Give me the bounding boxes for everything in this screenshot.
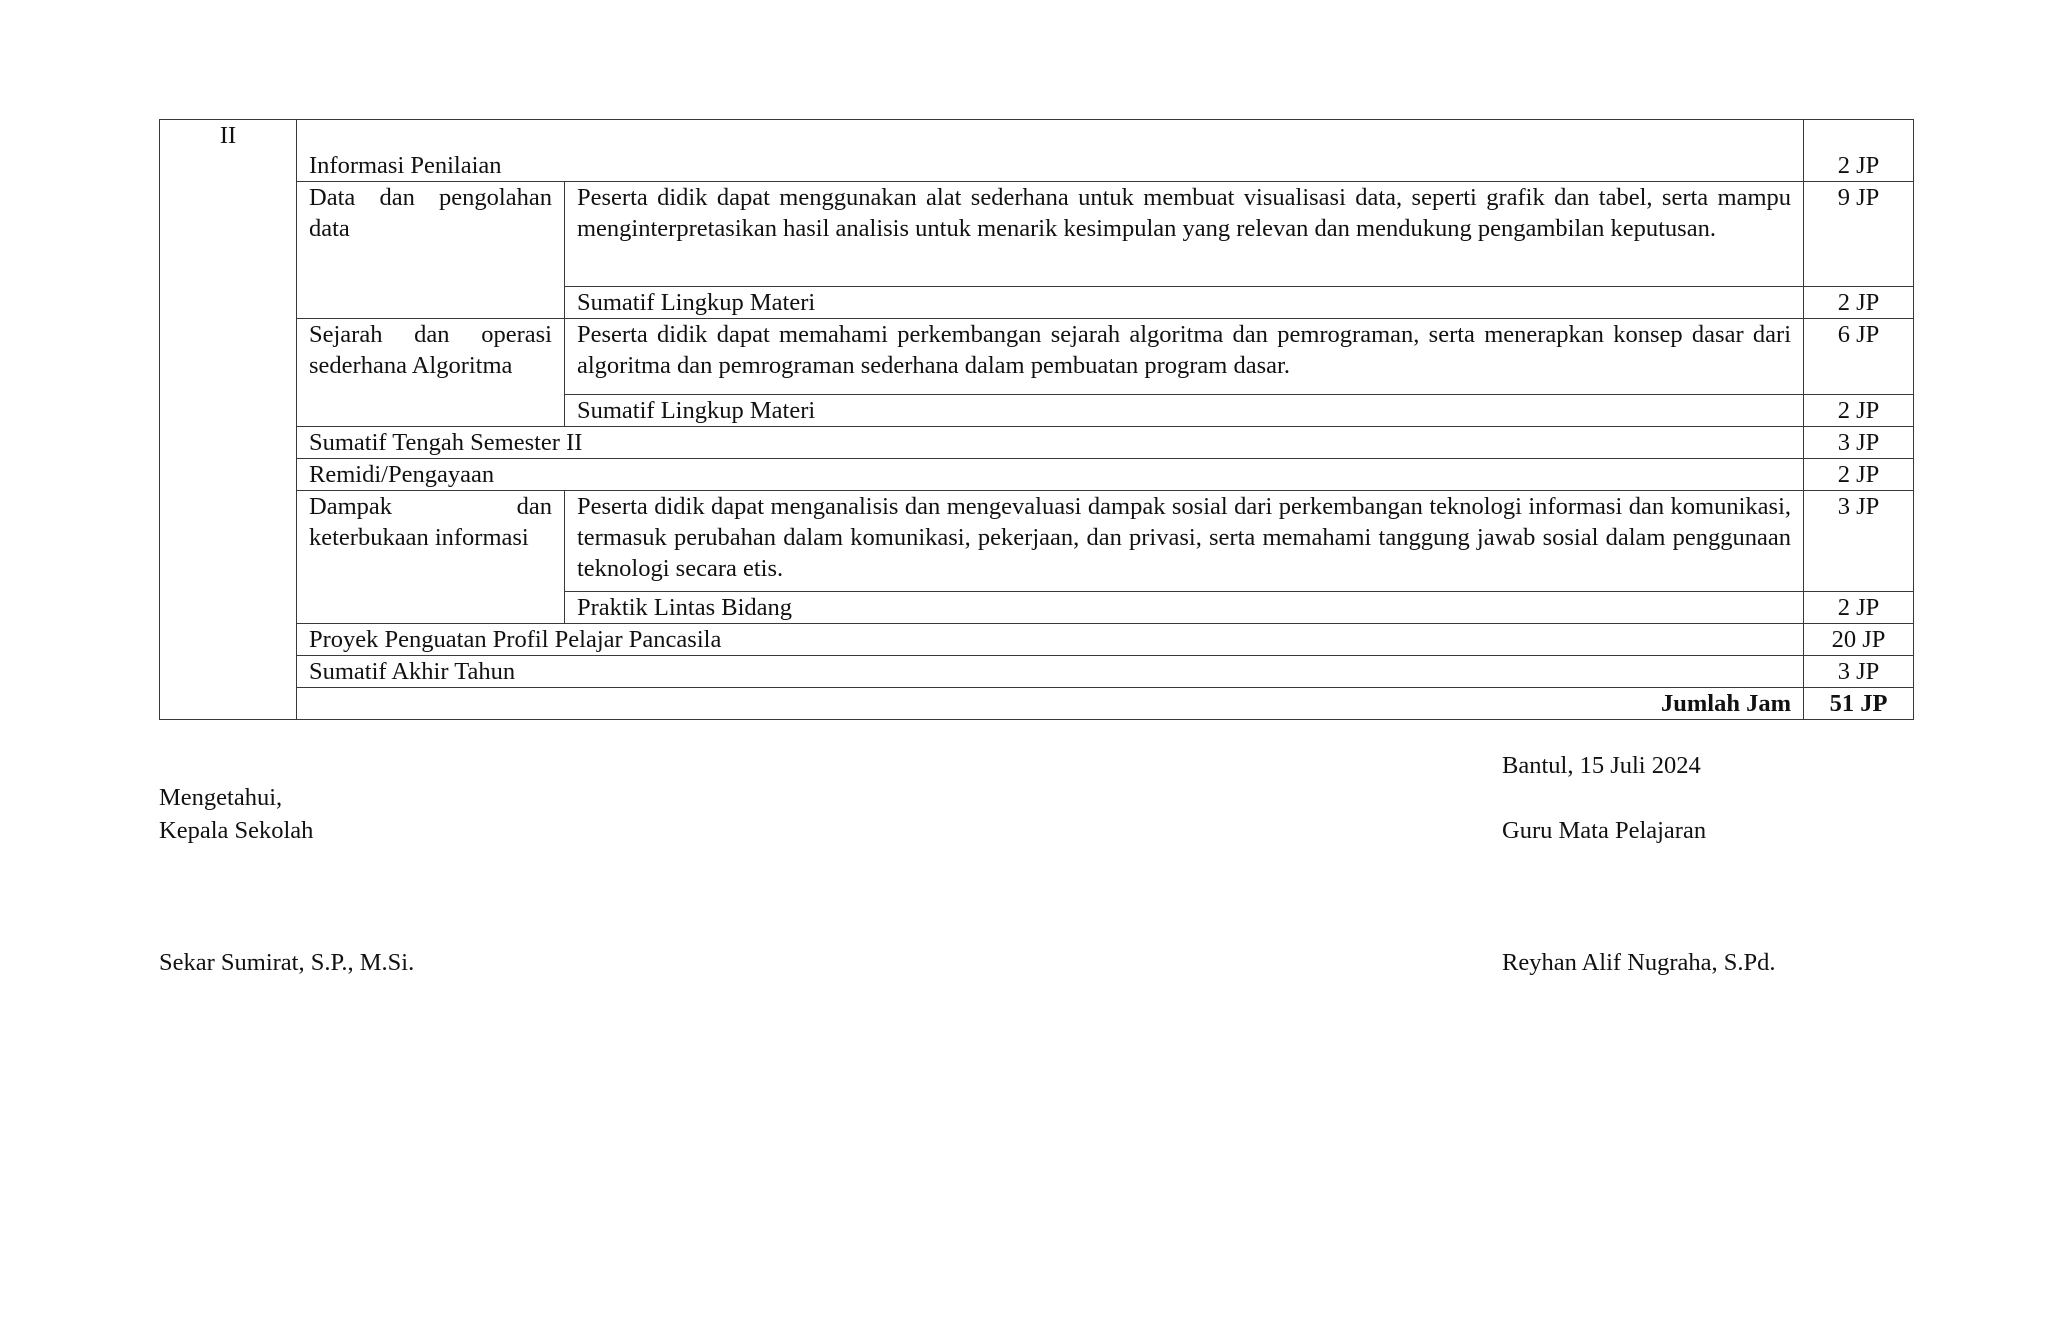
table-row xyxy=(160,656,1914,688)
principal-name: Sekar Sumirat, S.P., M.Si. xyxy=(159,949,415,976)
desc-data-processing: Peserta didik dapat menggunakan alat sederhana untuk membuat visualisasi data, seperti grafik dan tabel, serta mampu menginterpretasikan hasil analisis untuk menarik kesimpulan yang relevan dan mendukung pengambilan keputusan. xyxy=(565,182,1804,287)
table-row xyxy=(160,120,1914,182)
final-exam-jp: 3 JP xyxy=(1804,656,1914,688)
sub-label-data-processing: Sumatif Lingkup Materi xyxy=(565,287,1804,319)
p5-project-jp: 20 JP xyxy=(1804,624,1914,656)
topic-data-processing: Data dan pengolahan data xyxy=(297,182,565,319)
semester-cell: II xyxy=(160,120,297,720)
topic-algorithm: Sejarah dan operasi sederhana Algoritma xyxy=(297,319,565,427)
midterm-jp: 3 JP xyxy=(1804,427,1914,459)
desc-algorithm: Peserta didik dapat memahami perkembangan sejarah algoritma dan pemrograman, serta menerapkan konsep dasar dari algoritma dan pemrograman sederhana dalam pembuatan program dasar. xyxy=(565,319,1804,395)
lesson-hours-table xyxy=(159,119,1914,720)
sub-label-impact: Praktik Lintas Bidang xyxy=(565,592,1804,624)
acknowledge-label: Mengetahui, xyxy=(159,784,283,811)
table-row xyxy=(160,427,1914,459)
total-hours-value: 51 JP xyxy=(1804,688,1914,720)
principal-role: Kepala Sekolah xyxy=(159,817,314,844)
jp-data-processing: 9 JP xyxy=(1804,182,1914,287)
jp-algorithm: 6 JP xyxy=(1804,319,1914,395)
teacher-name: Reyhan Alif Nugraha, S.Pd. xyxy=(1502,949,1776,976)
midterm-label: Sumatif Tengah Semester II xyxy=(297,427,1804,459)
total-hours-label: Jumlah Jam xyxy=(297,688,1804,720)
sub-label-algorithm: Sumatif Lingkup Materi xyxy=(565,395,1804,427)
sub-jp-algorithm: 2 JP xyxy=(1804,395,1914,427)
sub-jp-data-processing: 2 JP xyxy=(1804,287,1914,319)
topic-impact: Dampak dan keterbukaan informasi xyxy=(297,491,565,624)
info-assessment-label: Informasi Penilaian xyxy=(297,120,1804,182)
p5-project-label: Proyek Penguatan Profil Pelajar Pancasila xyxy=(297,624,1804,656)
table-row xyxy=(160,319,1914,395)
teacher-role: Guru Mata Pelajaran xyxy=(1502,817,1707,844)
table-row xyxy=(160,459,1914,491)
jp-impact: 3 JP xyxy=(1804,491,1914,592)
sub-jp-impact: 2 JP xyxy=(1804,592,1914,624)
remedial-label: Remidi/Pengayaan xyxy=(297,459,1804,491)
final-exam-label: Sumatif Akhir Tahun xyxy=(297,656,1804,688)
info-assessment-jp: 2 JP xyxy=(1804,120,1914,182)
remedial-jp: 2 JP xyxy=(1804,459,1914,491)
desc-impact: Peserta didik dapat menganalisis dan mengevaluasi dampak sosial dari perkembangan teknologi informasi dan komunikasi, termasuk perubahan dalam komunikasi, pekerjaan, dan privasi, serta memahami tanggung jawab sosial dalam penggunaan teknologi secara etis. xyxy=(565,491,1804,592)
table-row xyxy=(160,688,1914,720)
table-row xyxy=(160,624,1914,656)
table-row xyxy=(160,182,1914,287)
place-date: Bantul, 15 Juli 2024 xyxy=(1502,752,1701,779)
table-row xyxy=(160,491,1914,592)
